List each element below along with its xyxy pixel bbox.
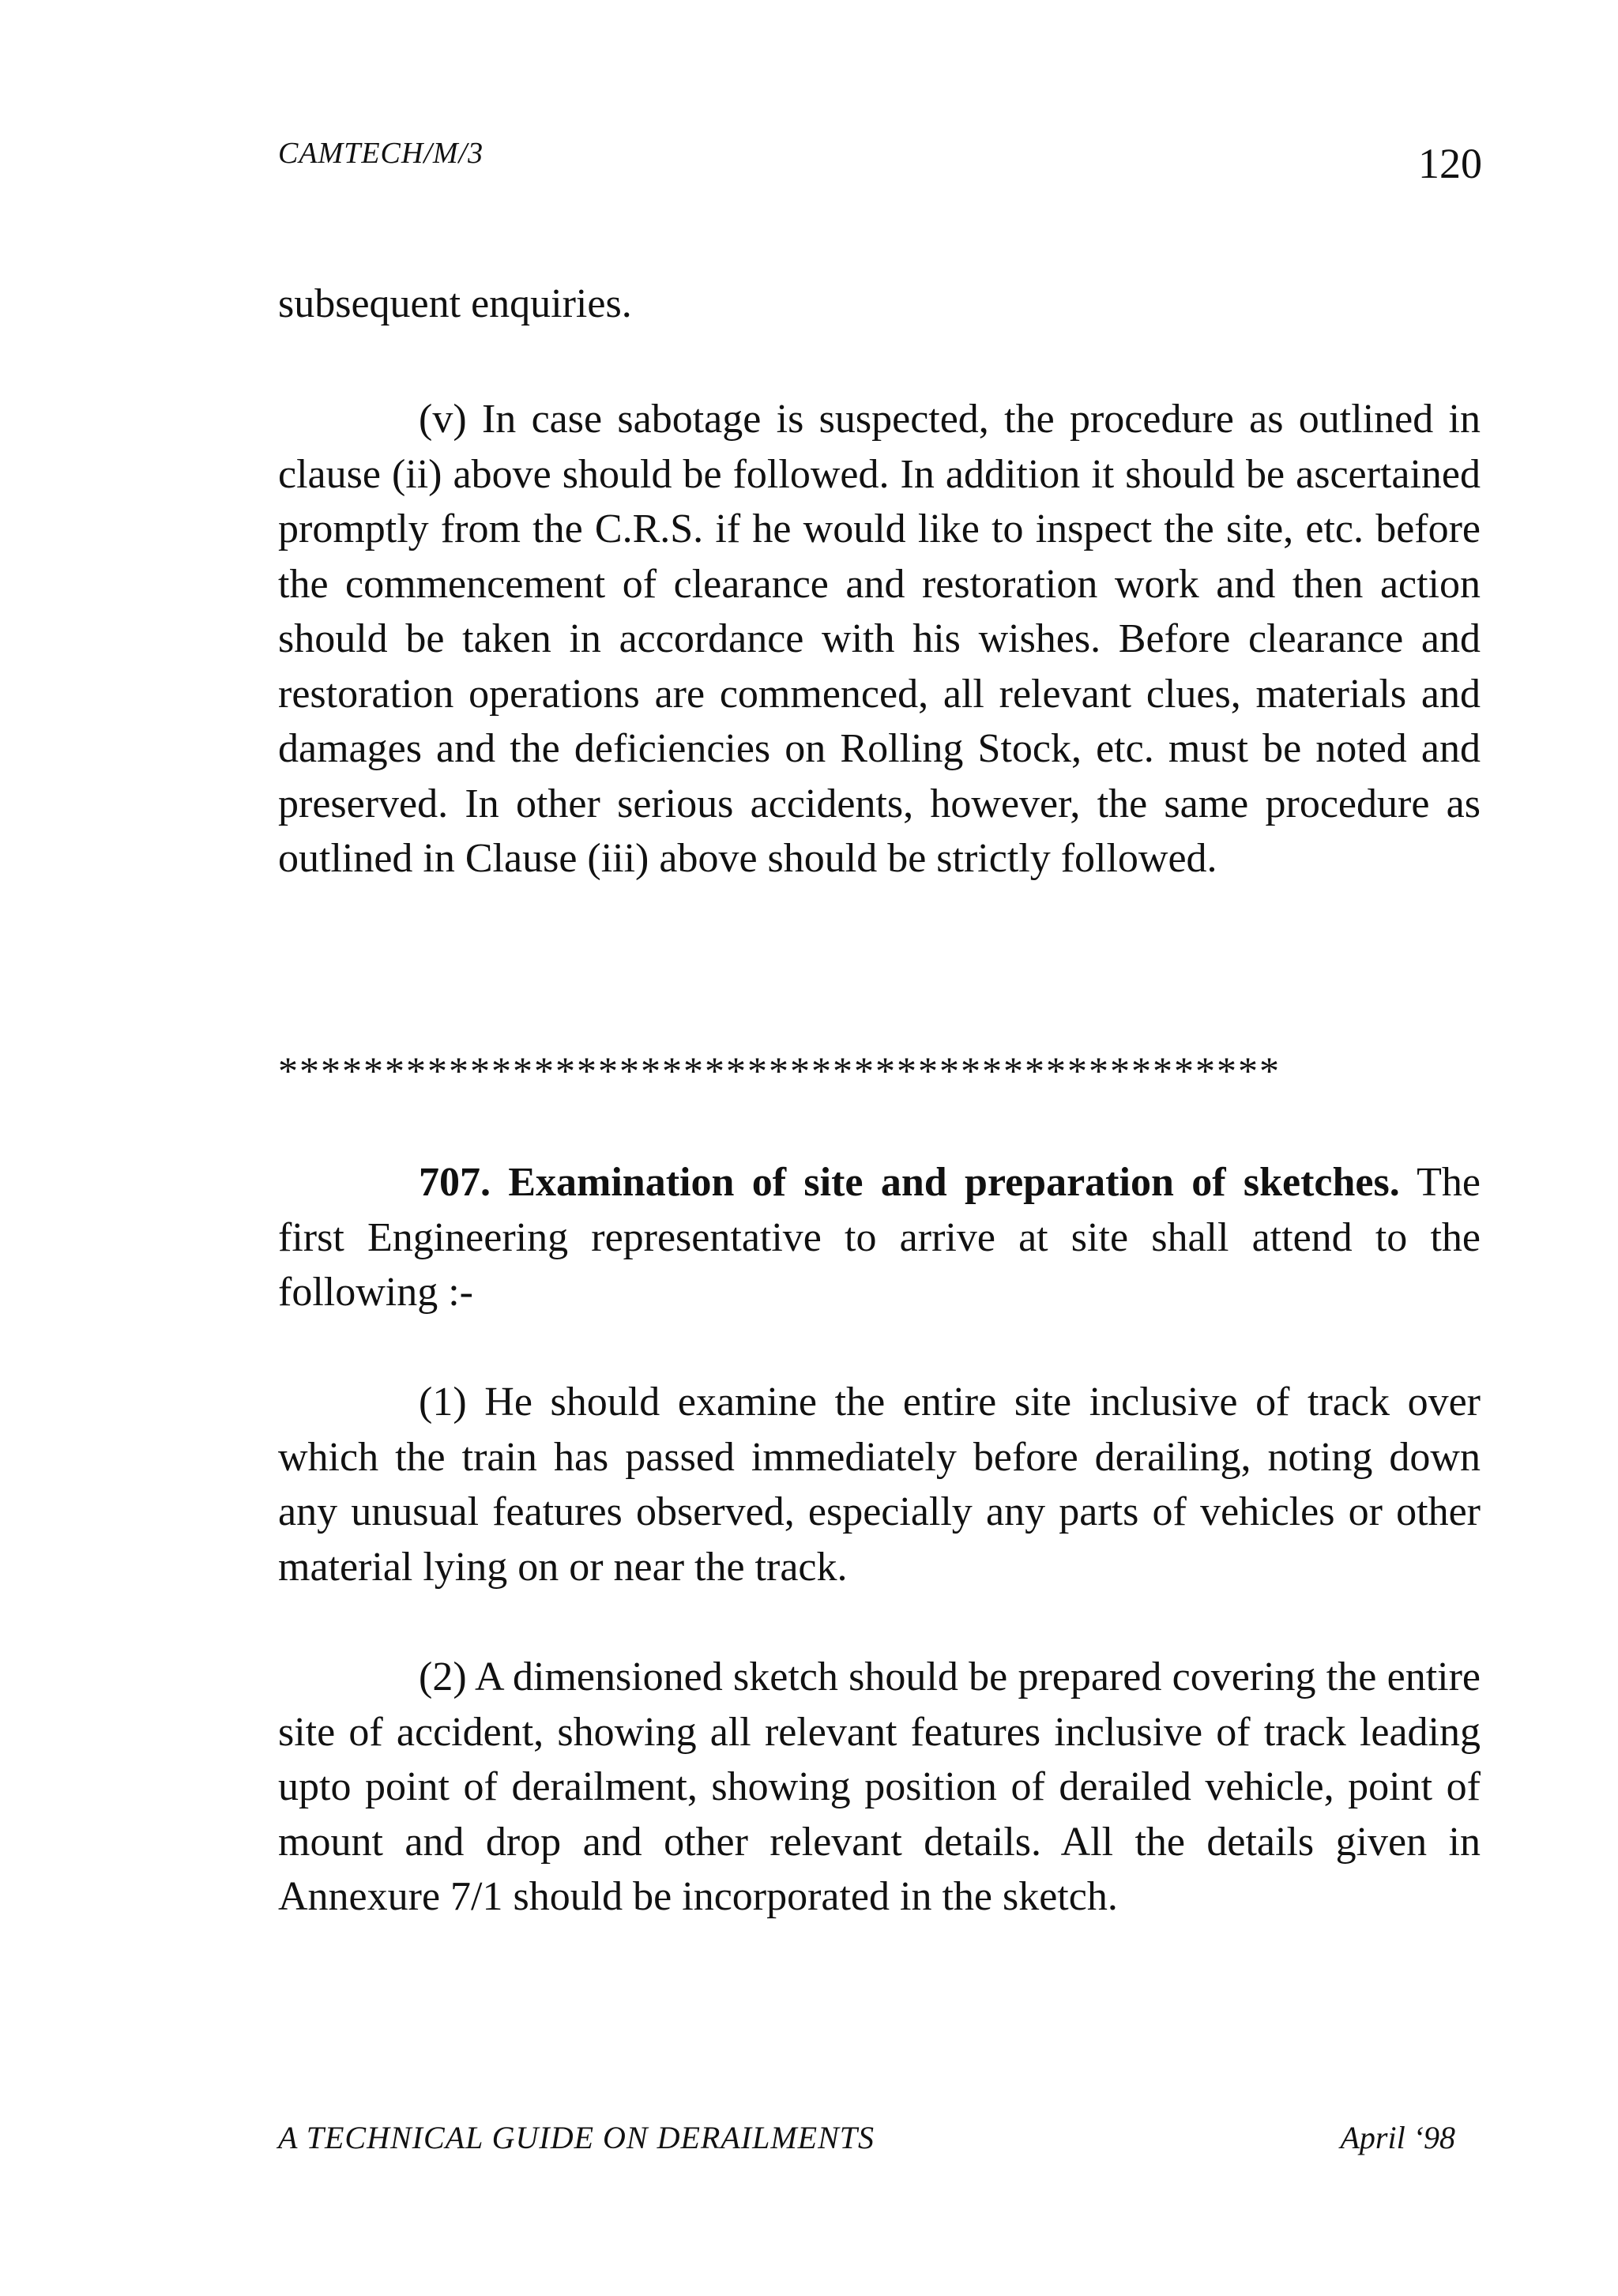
section-707-block xyxy=(278,1155,1481,1320)
separator-stars: *********************************************** xyxy=(278,1048,1281,1093)
section-707-paragraph xyxy=(278,1155,1481,1320)
item-2-paragraph: (2) A dimensioned sketch should be prepared covering the entire site of accident, showing all relevant features inclusive of track leading upto point of derailment, showing position of derailed vehicle, point of mount and drop and other relevant details. All the details given in Annexure 7/1 should be incorporated in the sketch. xyxy=(278,1654,1481,1919)
clause-v-paragraph: (v) In case sabotage is suspected, the procedure as outlined in clause (ii) above should be followed. In addition it should be ascertained promptly from the C.R.S. if he would like to inspect the site, etc. before the commencement of clearance and restoration work and then action should be taken in accordance with his wishes. Before clearance and restoration operations are commenced, all relevant clues, materials and damages and the deficiencies on Rolling Stock, etc. must be noted and preserved. In other serious accidents, however, the same procedure as outlined in Clause (iii) above should be strictly followed. xyxy=(278,397,1481,881)
page-number: 120 xyxy=(1418,140,1482,187)
item-1-paragraph: (1) He should examine the entire site inclusive of track over which the train has passed immediately before derailing, noting down any unusual features observed, especially any parts of vehicles or other material lying on or near the track. xyxy=(278,1379,1481,1590)
continuation-line: subsequent enquiries. xyxy=(278,281,632,326)
footer-date: April ‘98 xyxy=(1340,2120,1455,2155)
continuation-text-block xyxy=(278,277,1481,332)
document-code: CAMTECH/M/3 xyxy=(278,137,484,170)
section-intro: The first Engineering representative to arrive at site shall attend to the following :- xyxy=(278,1160,1481,1315)
section-heading: 707. Examination of site and preparation of sketches. xyxy=(419,1160,1400,1205)
item-2-block xyxy=(278,1650,1481,1925)
clause-v-block xyxy=(278,392,1481,886)
item-1-block xyxy=(278,1375,1481,1594)
footer-title: A TECHNICAL GUIDE ON DERAILMENTS xyxy=(278,2120,875,2155)
